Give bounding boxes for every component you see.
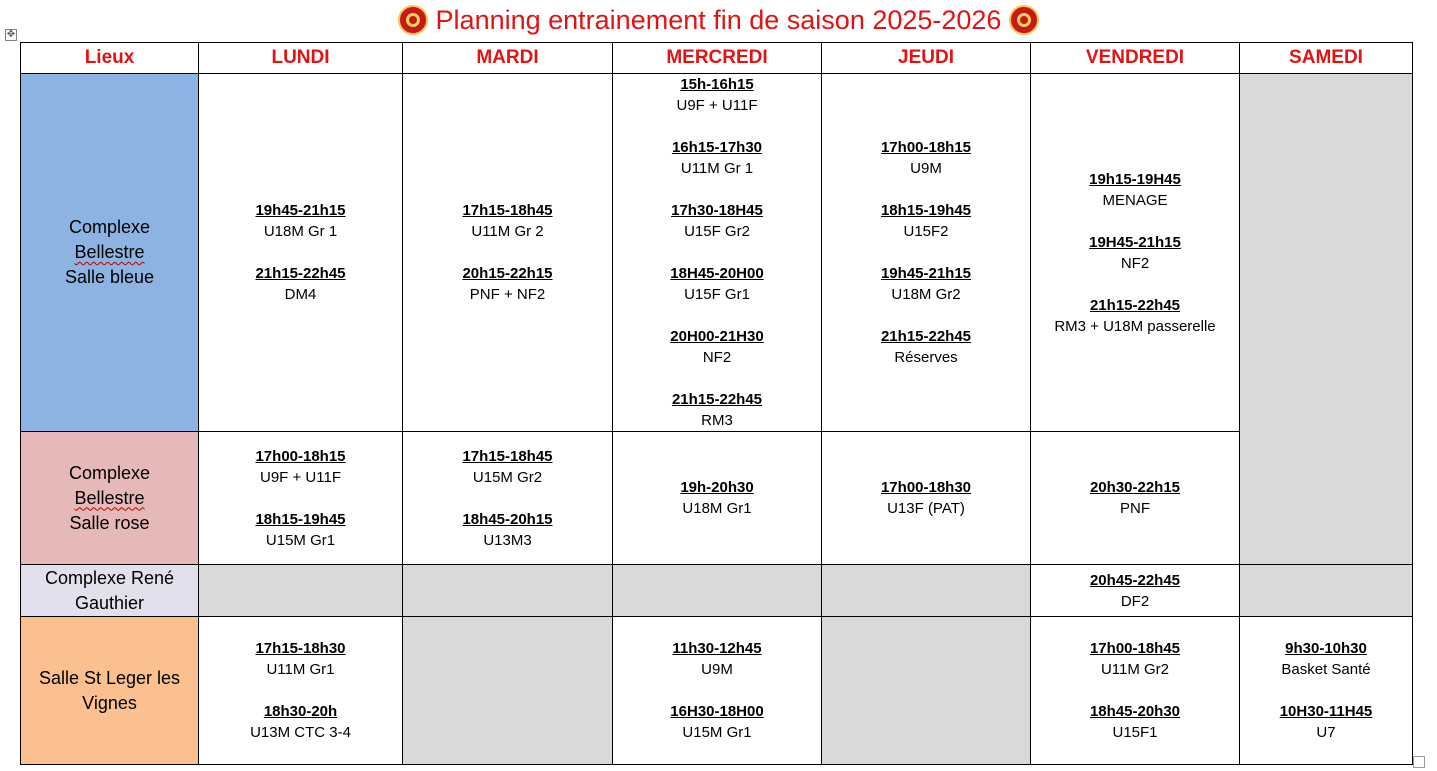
- slot: [613, 74, 821, 116]
- slot-group: U7: [1316, 724, 1336, 741]
- slot: [613, 326, 821, 368]
- header-mercredi: MERCREDI: [613, 43, 822, 74]
- slot: [822, 477, 1030, 519]
- slot-group: PNF: [1120, 500, 1150, 517]
- slot-time: 16h15-17h30: [671, 139, 763, 156]
- slot: [1031, 295, 1239, 337]
- slot-time: 18H45-20H00: [670, 265, 764, 282]
- header-vendredi: VENDREDI: [1031, 43, 1240, 74]
- header-samedi: SAMEDI: [1240, 43, 1413, 74]
- slot-time: 17h15-18h45: [462, 202, 553, 219]
- header-lundi: LUNDI: [199, 43, 403, 74]
- slot: [1031, 232, 1239, 274]
- slot-time: 21h15-22h45: [880, 328, 972, 345]
- table-resize-handle-icon[interactable]: [1413, 756, 1425, 768]
- slot-group: U15M Gr1: [265, 531, 336, 549]
- slot-group: RM3 + U18M passerelle: [1054, 317, 1216, 335]
- club-logo-icon: [1009, 5, 1039, 35]
- slot: [403, 263, 612, 305]
- slot: [199, 446, 402, 488]
- slot-group: U15F1: [1112, 724, 1158, 741]
- slot-time: 18h45-20h30: [1089, 703, 1181, 720]
- schedule-table: [20, 42, 1413, 765]
- lieu-line: Salle rose: [69, 512, 150, 533]
- slot-time: 18h15-19h45: [255, 510, 346, 528]
- slot-time: 16H30-18H00: [670, 703, 764, 720]
- slot-group: U11M Gr1: [266, 661, 335, 678]
- slot-time: 19H45-21h15: [1089, 233, 1181, 251]
- cell-rose-mercredi: [613, 432, 822, 565]
- slot-group: U9F + U11F: [260, 468, 341, 486]
- table-row: [21, 565, 1413, 617]
- cell-bleue-mardi: [403, 74, 613, 432]
- lieu-line: Complexe René: [44, 567, 175, 588]
- cell-stleger-vendredi: [1031, 617, 1240, 765]
- table-row: [21, 74, 1413, 432]
- slot-group: U18M Gr1: [682, 500, 752, 517]
- cell-gauthier-vendredi: [1031, 565, 1240, 617]
- slot-time: 17h00-18h45: [1089, 640, 1181, 657]
- slot-time: 10H30-11H45: [1279, 703, 1373, 720]
- lieu-line: Vignes: [82, 692, 137, 713]
- cell-bleue-jeudi: [822, 74, 1031, 432]
- cell-bleue-lundi: [199, 74, 403, 432]
- cell-gauthier-mercredi-empty: [613, 565, 822, 617]
- slot-group: NF2: [1120, 254, 1150, 272]
- slot: [1031, 701, 1239, 743]
- cell-rose-jeudi: [822, 432, 1031, 565]
- slot-group: RM3: [701, 412, 733, 429]
- slot-time: 21h15-22h45: [671, 391, 763, 408]
- slot-group: U11M Gr2: [1100, 661, 1170, 678]
- slot: [1031, 570, 1239, 612]
- slot: [822, 137, 1030, 179]
- slot-group: U15F Gr2: [684, 223, 750, 240]
- table-row: [21, 617, 1413, 765]
- slot-group: PNF + NF2: [469, 286, 546, 303]
- slot-group: NF2: [702, 349, 732, 366]
- slot-time: 19h45-21h15: [880, 265, 972, 282]
- slot: [822, 326, 1030, 368]
- slot-group: U15M Gr1: [682, 724, 752, 741]
- slot-time: 20h30-22h15: [1089, 479, 1181, 496]
- slot: [199, 200, 402, 242]
- slot-time: 17h00-18h15: [255, 447, 346, 465]
- header-mardi: MARDI: [403, 43, 613, 74]
- slot-time: 17h00-18h30: [880, 479, 972, 496]
- slot: [403, 509, 612, 551]
- slot-group: U13F (PAT): [887, 500, 965, 517]
- slot: [199, 263, 402, 305]
- slot-time: 21h15-22h45: [1089, 296, 1181, 314]
- lieu-line: Complexe: [68, 217, 151, 237]
- slot-group: Basket Santé: [1281, 661, 1371, 678]
- slot-time: 11h30-12h45: [672, 640, 762, 657]
- slot-group: U11M Gr 1: [680, 160, 754, 177]
- slot-group: U13M CTC 3-4: [250, 724, 351, 741]
- cell-gauthier-mardi-empty: [403, 565, 613, 617]
- cell-stleger-mercredi: [613, 617, 822, 765]
- lieu-salle-bleue: [21, 74, 199, 432]
- header-row: [21, 43, 1413, 74]
- lieu-st-leger: [21, 617, 199, 765]
- slot-group: U9M: [701, 661, 733, 678]
- slot-group: U9F + U11F: [676, 97, 758, 114]
- slot-group: U11M Gr 2: [471, 223, 544, 240]
- slot-group: DM4: [284, 286, 317, 303]
- slot-time: 17h15-18h30: [255, 640, 346, 657]
- slot: [1240, 701, 1412, 743]
- slot-time: 18h30-20h: [263, 703, 338, 720]
- lieu-rene-gauthier: [21, 565, 199, 617]
- table-move-handle-icon[interactable]: ✥: [6, 29, 16, 40]
- slot-time: 20H00-21H30: [670, 328, 764, 345]
- slot-time: 20h15-22h15: [462, 265, 553, 282]
- slot-group: U18M Gr 1: [263, 223, 338, 240]
- cell-samedi-empty: [1240, 74, 1413, 565]
- club-logo-icon: [398, 5, 428, 35]
- page-title-bar: [0, 0, 1437, 40]
- cell-rose-mardi: [403, 432, 613, 565]
- cell-bleue-vendredi: [1031, 74, 1240, 432]
- slot-time: 18h45-20h15: [462, 510, 553, 528]
- slot-time: 18h15-19h45: [880, 202, 972, 219]
- slot-group: U15M Gr2: [472, 468, 543, 486]
- slot-group: Réserves: [894, 349, 958, 366]
- slot: [613, 638, 821, 680]
- header-lieux: Lieux: [21, 43, 199, 74]
- slot-group: MENAGE: [1102, 191, 1168, 209]
- slot: [613, 701, 821, 743]
- lieu-line: Salle bleue: [64, 267, 155, 287]
- slot-time: 17h15-18h45: [462, 447, 553, 465]
- page-title: Planning entrainement fin de saison 2025-2026: [435, 4, 1002, 35]
- slot: [613, 389, 821, 431]
- slot-time: 19h-20h30: [680, 479, 754, 496]
- slot: [1031, 638, 1239, 680]
- slot: [613, 200, 821, 242]
- lieu-line: Gauthier: [74, 592, 145, 613]
- slot-group: U15F2: [903, 223, 949, 240]
- slot: [199, 701, 402, 743]
- slot-time: 21h15-22h45: [255, 265, 346, 282]
- slot: [1240, 638, 1412, 680]
- cell-stleger-lundi: [199, 617, 403, 765]
- slot-time: 20h45-22h45: [1089, 571, 1181, 589]
- slot: [403, 446, 612, 488]
- lieu-salle-rose: [21, 432, 199, 565]
- lieu-line: Bellestre: [74, 487, 145, 508]
- cell-gauthier-jeudi-empty: [822, 565, 1031, 617]
- slot-group: DF2: [1120, 592, 1150, 610]
- cell-rose-vendredi: [1031, 432, 1240, 565]
- slot: [403, 200, 612, 242]
- lieu-line: Bellestre: [74, 242, 145, 262]
- lieu-line: Salle St Leger les: [38, 667, 181, 688]
- slot: [1031, 169, 1239, 211]
- slot-time: 15h-16h15: [680, 76, 754, 93]
- slot-group: U13M3: [483, 531, 532, 549]
- slot-time: 19h15-19H45: [1089, 170, 1181, 188]
- table-row: [21, 432, 1413, 565]
- cell-gauthier-samedi-empty: [1240, 565, 1413, 617]
- slot-time: 17h30-18H45: [671, 202, 763, 219]
- slot: [613, 477, 821, 519]
- slot-time: 9h30-10h30: [1285, 640, 1367, 657]
- slot-group: U18M Gr2: [891, 286, 961, 303]
- cell-rose-lundi: [199, 432, 403, 565]
- cell-gauthier-lundi-empty: [199, 565, 403, 617]
- lieu-line: Complexe: [68, 462, 151, 483]
- slot-group: U9M: [910, 160, 942, 177]
- slot: [199, 509, 402, 551]
- slot: [1031, 477, 1239, 519]
- cell-bleue-mercredi: [613, 74, 822, 432]
- cell-stleger-jeudi-empty: [822, 617, 1031, 765]
- slot: [613, 137, 821, 179]
- slot-time: 17h00-18h15: [880, 139, 972, 156]
- slot: [613, 263, 821, 305]
- slot-time: 19h45-21h15: [255, 202, 346, 219]
- slot-group: U15F Gr1: [684, 286, 750, 303]
- header-jeudi: JEUDI: [822, 43, 1031, 74]
- cell-stleger-samedi: [1240, 617, 1413, 765]
- slot: [199, 638, 402, 680]
- slot: [822, 200, 1030, 242]
- cell-stleger-mardi-empty: [403, 617, 613, 765]
- slot: [822, 263, 1030, 305]
